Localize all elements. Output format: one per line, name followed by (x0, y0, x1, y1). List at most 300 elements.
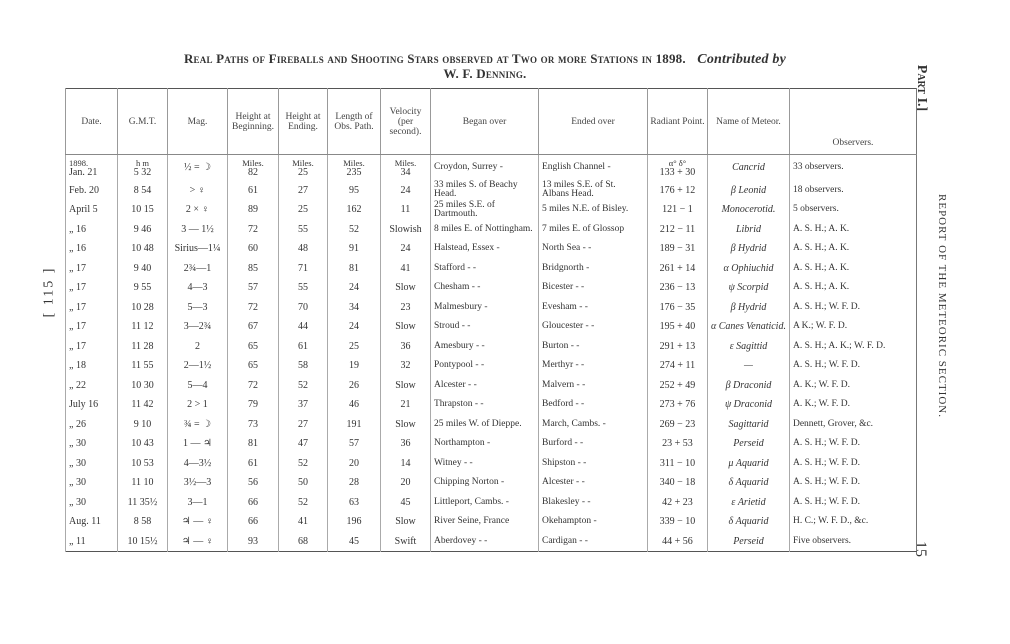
date-cell (66, 239, 118, 259)
radiant-cell (648, 454, 708, 474)
height-begin-value: 66 (248, 516, 258, 528)
length-value: 95 (349, 184, 359, 196)
meteor-name-value: ψ Scorpid (728, 282, 769, 294)
gmt-cell (118, 259, 168, 279)
began-over-value: Chipping Norton - (434, 477, 505, 488)
height-end-cell (279, 395, 328, 415)
height-end-cell (279, 278, 328, 298)
magnitude-cell (168, 200, 228, 220)
magnitude-cell (168, 376, 228, 396)
meteor-name-value: δ Aquarid (728, 477, 769, 489)
observers-value: A. S. H.; A. K. (792, 223, 850, 234)
gmt-value: 9 40 (133, 262, 152, 274)
gmt-value: 10 15 (131, 204, 154, 216)
began-over-cell (431, 278, 539, 298)
ended-over-value: Burton - - (542, 340, 580, 351)
length-cell (328, 259, 381, 279)
date-value: „ 17 (69, 321, 86, 333)
velocity-cell (381, 434, 431, 454)
gmt-cell (118, 454, 168, 474)
height-begin-value: 85 (248, 262, 258, 274)
height-begin-value: 82 (248, 166, 258, 178)
radiant-value: 195 + 40 (659, 321, 696, 333)
began-over-cell (431, 317, 539, 337)
observers-value: A. K.; W. F. D. (792, 379, 851, 390)
table-title (95, 52, 875, 81)
length-value: 24 (349, 321, 359, 333)
began-over-value: Northampton - (434, 438, 491, 449)
velocity-cell (381, 454, 431, 474)
began-over-cell (431, 155, 539, 181)
velocity-value: 24 (400, 184, 411, 196)
began-over-cell (431, 395, 539, 415)
height-begin-value: 65 (248, 360, 258, 372)
table-row (66, 259, 917, 279)
meteor-name-cell (708, 298, 790, 318)
velocity-cell (381, 337, 431, 357)
length-value: 20 (349, 457, 359, 469)
date-cell (66, 278, 118, 298)
ended-over-cell (539, 259, 648, 279)
date-cell (66, 259, 118, 279)
table-row (66, 278, 917, 298)
ended-over-cell (539, 278, 648, 298)
length-value: 196 (346, 516, 362, 528)
magnitude-cell (168, 239, 228, 259)
ended-over-cell (539, 434, 648, 454)
header-row (66, 89, 917, 155)
radiant-value: 340 − 18 (659, 477, 696, 489)
gmt-cell (118, 473, 168, 493)
ended-over-cell (539, 200, 648, 220)
height-end-cell (279, 259, 328, 279)
table-row (66, 317, 917, 337)
observers-value: A. K.; W. F. D. (792, 399, 851, 410)
gmt-cell (118, 376, 168, 396)
header-radiant: Radiant Point. (648, 89, 708, 155)
began-over-cell (431, 454, 539, 474)
gmt-cell (118, 200, 168, 220)
header-velocity: Velocity (per second). (381, 89, 431, 155)
ended-over-cell (539, 317, 648, 337)
magnitude-cell (168, 395, 228, 415)
velocity-cell (381, 298, 431, 318)
height-end-cell (279, 317, 328, 337)
height-end-cell (279, 356, 328, 376)
ended-over-cell (539, 181, 648, 201)
unit-label: Miles. (292, 157, 314, 168)
date-cell (66, 395, 118, 415)
length-value: 45 (349, 535, 359, 547)
observers-cell (789, 434, 916, 454)
meteor-name-cell (708, 155, 790, 181)
ended-over-value: Merthyr - - (542, 360, 585, 371)
date-value: „ 18 (69, 360, 86, 372)
observers-cell (789, 220, 916, 240)
title-main: Real Paths of Fireballs and Shooting Stars observed at Two or more Stations in 1898. (183, 51, 686, 66)
velocity-value: 36 (400, 438, 411, 450)
gmt-value: 10 53 (131, 457, 154, 469)
height-end-cell (279, 493, 328, 513)
began-over-value: Witney - - (434, 457, 473, 468)
length-value: 19 (349, 360, 359, 372)
height-end-value: 48 (298, 243, 308, 255)
velocity-value: 41 (400, 262, 411, 274)
radiant-value: 189 − 31 (659, 243, 696, 255)
began-over-cell (431, 200, 539, 220)
began-over-value: Stafford - - (434, 262, 477, 273)
height-begin-cell (228, 376, 279, 396)
date-value: July 16 (69, 399, 99, 411)
radiant-value: 252 + 49 (659, 379, 696, 391)
height-end-value: 52 (298, 496, 308, 508)
gmt-cell (118, 493, 168, 513)
radiant-cell (648, 415, 708, 435)
gmt-value: 10 15½ (127, 535, 158, 547)
height-begin-cell (228, 434, 279, 454)
page-number: 15 (912, 541, 929, 557)
began-over-value: Pontypool - - (434, 360, 485, 371)
magnitude-value: ♃ — ♀ (181, 516, 214, 528)
ended-over-value: Malvern - - (542, 379, 586, 390)
magnitude-cell (168, 181, 228, 201)
length-cell (328, 512, 381, 532)
ended-over-cell (539, 337, 648, 357)
meteor-name-cell (708, 181, 790, 201)
date-cell (66, 415, 118, 435)
height-begin-cell (228, 454, 279, 474)
meteor-name-cell (708, 239, 790, 259)
date-value: „ 11 (69, 535, 86, 547)
magnitude-value: 3—2¾ (183, 321, 212, 333)
date-cell (66, 200, 118, 220)
magnitude-cell (168, 512, 228, 532)
length-cell (328, 200, 381, 220)
ended-over-cell (539, 473, 648, 493)
height-end-value: 55 (298, 223, 308, 235)
gmt-cell (118, 415, 168, 435)
left-page-number: [ 115 ] (41, 266, 57, 318)
radiant-cell (648, 278, 708, 298)
gmt-value: 8 58 (133, 516, 152, 528)
date-value: Jan. 21 (69, 166, 98, 178)
table-row (66, 532, 917, 552)
height-begin-cell (228, 473, 279, 493)
observers-cell (789, 395, 916, 415)
magnitude-value: 5—3 (187, 301, 208, 313)
height-begin-value: 73 (248, 418, 258, 430)
unit-label: α° δ° (668, 157, 687, 168)
date-value: „ 16 (69, 223, 86, 235)
magnitude-cell (168, 298, 228, 318)
date-cell (66, 376, 118, 396)
length-cell (328, 239, 381, 259)
unit-label: h m (136, 157, 149, 168)
radiant-cell (648, 376, 708, 396)
gmt-value: 11 55 (131, 360, 154, 372)
height-begin-value: 66 (248, 496, 258, 508)
gmt-cell (118, 356, 168, 376)
velocity-value: 36 (400, 340, 411, 352)
length-cell (328, 298, 381, 318)
height-begin-cell (228, 356, 279, 376)
height-begin-cell (228, 239, 279, 259)
height-end-value: 44 (298, 321, 308, 333)
meteor-name-value: Librid (735, 223, 761, 235)
began-over-value: Alcester - - (434, 379, 477, 390)
height-begin-cell (228, 278, 279, 298)
meteor-name-value: α Ophiuchid (723, 262, 774, 274)
magnitude-value: 4—3½ (183, 457, 212, 469)
observers-value: A. S. H.; W. F. D. (792, 496, 861, 507)
observers-cell (789, 259, 916, 279)
length-value: 235 (346, 166, 362, 178)
magnitude-cell (168, 337, 228, 357)
date-cell (66, 298, 118, 318)
velocity-cell (381, 239, 431, 259)
length-cell (328, 473, 381, 493)
began-over-value: Halstead, Essex - (434, 243, 500, 254)
meteor-name-value: Cancrid (732, 162, 765, 174)
header-ended: Ended over (539, 89, 648, 155)
height-begin-value: 81 (248, 438, 258, 450)
height-end-cell (279, 512, 328, 532)
observers-value: A. S. H.; A. K. (792, 243, 850, 254)
length-cell (328, 434, 381, 454)
meteor-name-value: Monocerotid. (721, 204, 776, 216)
table-row (66, 356, 917, 376)
ended-over-cell (539, 298, 648, 318)
height-begin-value: 57 (248, 282, 258, 294)
date-cell (66, 512, 118, 532)
velocity-cell (381, 259, 431, 279)
height-end-value: 25 (298, 166, 308, 178)
date-value: „ 30 (69, 477, 86, 489)
date-cell (66, 220, 118, 240)
velocity-cell (381, 181, 431, 201)
meteor-name-value: ε Sagittid (729, 340, 768, 352)
height-end-value: 27 (298, 184, 308, 196)
magnitude-value: 2—1½ (183, 360, 212, 372)
length-value: 162 (346, 204, 362, 216)
date-value: Feb. 20 (69, 184, 99, 196)
observers-cell (789, 239, 916, 259)
velocity-value: Slow (395, 379, 416, 391)
velocity-value: 21 (400, 399, 411, 411)
height-end-cell (279, 376, 328, 396)
gmt-cell (118, 337, 168, 357)
date-cell (66, 317, 118, 337)
meteor-name-cell (708, 259, 790, 279)
length-cell (328, 376, 381, 396)
observers-value: A. S. H.; W. F. D. (792, 438, 861, 449)
date-value: „ 16 (69, 243, 86, 255)
began-over-value: 33 miles S. of Beachy Head. (434, 180, 518, 200)
gmt-value: 11 12 (131, 321, 154, 333)
velocity-cell (381, 200, 431, 220)
meteor-name-cell (708, 395, 790, 415)
observers-value: A. S. H.; W. F. D. (792, 457, 861, 468)
table-row (66, 493, 917, 513)
header-mag: Mag. (168, 89, 228, 155)
ended-over-cell (539, 220, 648, 240)
radiant-cell (648, 181, 708, 201)
length-value: 28 (349, 477, 359, 489)
observers-value: Dennett, Grover, &c. (792, 418, 874, 429)
observers-cell (789, 454, 916, 474)
radiant-value: 274 + 11 (659, 360, 696, 372)
radiant-value: 311 − 10 (659, 457, 696, 469)
radiant-cell (648, 298, 708, 318)
length-value: 81 (349, 262, 359, 274)
gmt-value: 9 46 (133, 223, 152, 235)
gmt-value: 5 32 (133, 166, 152, 178)
magnitude-value: 5—4 (187, 379, 208, 391)
gmt-value: 10 48 (131, 243, 154, 255)
began-over-cell (431, 239, 539, 259)
magnitude-cell (168, 317, 228, 337)
ended-over-cell (539, 356, 648, 376)
height-end-cell (279, 298, 328, 318)
meteor-name-cell (708, 512, 790, 532)
radiant-cell (648, 356, 708, 376)
velocity-value: 23 (400, 301, 411, 313)
magnitude-cell (168, 493, 228, 513)
table-row (66, 473, 917, 493)
length-cell (328, 493, 381, 513)
height-end-value: 70 (298, 301, 308, 313)
ended-over-value: North Sea - - (542, 243, 592, 254)
velocity-cell (381, 415, 431, 435)
meteor-name-cell (708, 493, 790, 513)
gmt-cell (118, 298, 168, 318)
velocity-cell (381, 395, 431, 415)
ended-over-value: 5 miles N.E. of Bisley. (542, 204, 629, 215)
velocity-cell (381, 317, 431, 337)
velocity-cell (381, 220, 431, 240)
radiant-cell (648, 155, 708, 181)
meteor-name-cell (708, 220, 790, 240)
table-body (66, 155, 917, 552)
ended-over-cell (539, 454, 648, 474)
velocity-value: Swift (394, 535, 417, 547)
meteor-name-value: — (744, 360, 753, 372)
velocity-value: Slowish (389, 223, 422, 235)
table-row (66, 337, 917, 357)
gmt-value: 11 28 (131, 340, 154, 352)
length-cell (328, 278, 381, 298)
observers-value: A. S. H.; W. F. D. (792, 360, 861, 371)
ended-over-value: Alcester - - (542, 477, 585, 488)
magnitude-value: ½ = ☽ (183, 162, 212, 174)
table-row (66, 395, 917, 415)
gmt-value: 11 35½ (127, 496, 158, 508)
header-length: Length of Obs. Path. (328, 89, 381, 155)
magnitude-cell (168, 415, 228, 435)
magnitude-value: ♃ — ♀ (181, 535, 214, 547)
magnitude-value: > ♀ (189, 184, 206, 196)
velocity-value: Slow (395, 321, 416, 333)
gmt-cell (118, 532, 168, 552)
meteor-name-value: ψ Draconid (724, 399, 772, 411)
length-value: 34 (349, 301, 359, 313)
magnitude-value: 3 — 1½ (181, 223, 214, 235)
observers-cell (789, 317, 916, 337)
length-value: 26 (349, 379, 359, 391)
height-begin-cell (228, 155, 279, 181)
length-cell (328, 532, 381, 552)
meteor-name-value: β Hydrid (730, 301, 767, 313)
length-cell (328, 395, 381, 415)
height-end-value: 58 (298, 360, 308, 372)
height-end-value: 41 (298, 516, 308, 528)
began-over-value: Aberdovey - - (434, 535, 488, 546)
radiant-value: 121 − 1 (662, 204, 693, 216)
height-end-value: 61 (298, 340, 308, 352)
date-cell (66, 493, 118, 513)
gmt-cell (118, 317, 168, 337)
date-value: „ 30 (69, 438, 86, 450)
height-end-value: 55 (298, 282, 308, 294)
radiant-cell (648, 200, 708, 220)
ended-over-value: Blakesley - - (542, 496, 591, 507)
gmt-cell (118, 434, 168, 454)
length-cell (328, 356, 381, 376)
radiant-value: 269 − 23 (659, 418, 696, 430)
length-value: 91 (349, 243, 359, 255)
table-row (66, 220, 917, 240)
gmt-cell (118, 220, 168, 240)
gmt-cell (118, 155, 168, 181)
height-begin-cell (228, 415, 279, 435)
length-cell (328, 454, 381, 474)
began-over-cell (431, 259, 539, 279)
gmt-value: 11 42 (131, 399, 154, 411)
magnitude-value: 2 × ♀ (185, 204, 210, 216)
magnitude-cell (168, 155, 228, 181)
meteor-name-cell (708, 317, 790, 337)
radiant-cell (648, 434, 708, 454)
began-over-value: Amesbury - - (434, 340, 485, 351)
length-value: 63 (349, 496, 359, 508)
unit-label: 1898. (69, 157, 89, 168)
began-over-cell (431, 298, 539, 318)
height-begin-cell (228, 395, 279, 415)
title-contributed: Contributed by (697, 52, 787, 67)
meteor-name-value: β Leonid (730, 184, 767, 196)
height-end-cell (279, 337, 328, 357)
magnitude-value: Sirius—1¼ (174, 243, 221, 255)
height-begin-cell (228, 512, 279, 532)
observers-cell (789, 200, 916, 220)
observers-cell (789, 155, 916, 181)
velocity-value: 45 (400, 496, 411, 508)
height-end-value: 47 (298, 438, 308, 450)
magnitude-value: 2¾—1 (183, 262, 212, 274)
table-row (66, 376, 917, 396)
height-end-cell (279, 200, 328, 220)
began-over-cell (431, 473, 539, 493)
table-row (66, 181, 917, 201)
began-over-value: Malmesbury - (434, 301, 488, 312)
velocity-cell (381, 356, 431, 376)
radiant-cell (648, 512, 708, 532)
magnitude-cell (168, 434, 228, 454)
height-begin-cell (228, 181, 279, 201)
height-end-cell (279, 473, 328, 493)
gmt-value: 11 10 (131, 477, 154, 489)
date-cell (66, 434, 118, 454)
